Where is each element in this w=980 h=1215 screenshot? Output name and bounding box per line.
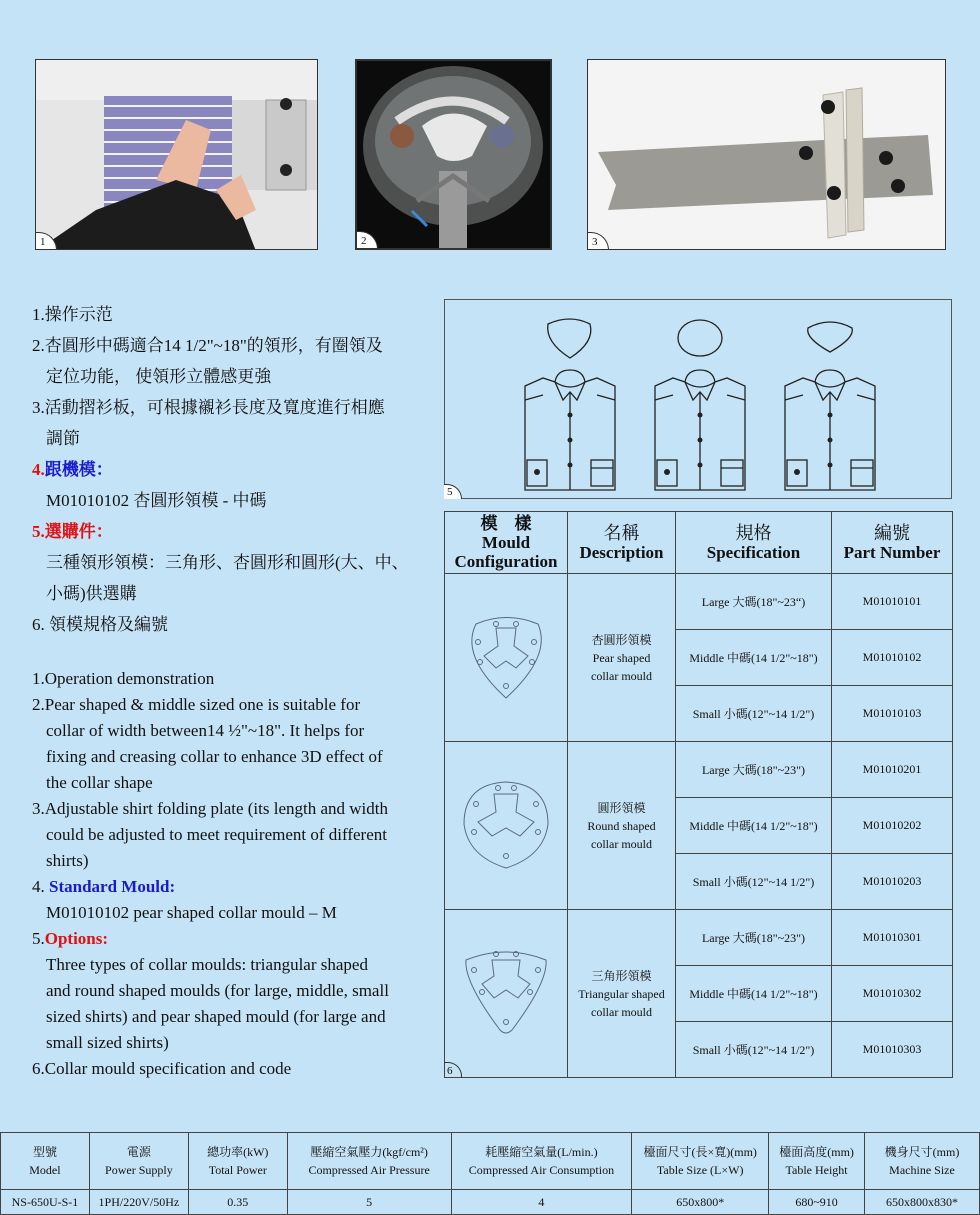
spec-cell: Small 小碼(12"~14 1/2") [676, 686, 832, 742]
cn-options-line-2: 小碼)供選購 [46, 584, 137, 603]
spec-cell: Middle 中碼(14 1/2"~18") [676, 798, 832, 854]
en-standard-mould-label: Standard Mould: [49, 877, 176, 896]
en-item-5-heading [32, 926, 389, 952]
en-item-6: 6.Collar mould specification and code [32, 1059, 292, 1078]
air-consumption-value: 4 [451, 1190, 632, 1215]
model-value: NS-650U-S-1 [1, 1190, 90, 1215]
round-mould-description: 圓形領模 Round shaped collar mould [568, 742, 676, 910]
cn-options-label: 選購件： [44, 522, 113, 541]
part-number-cell: M01010302 [832, 966, 953, 1022]
table-row [445, 742, 953, 798]
cn-item-3-line-2: 調節 [46, 429, 80, 448]
triangular-mould-description: 三角形領模 Triangular shaped collar mould [568, 910, 676, 1078]
header-total-power: 總功率(kW) Total Power [188, 1133, 287, 1190]
table-number: 6 [444, 1062, 462, 1078]
chinese-description [32, 299, 409, 640]
part-number-cell: M01010202 [832, 798, 953, 854]
round-mould-drawing [445, 742, 568, 910]
en-standard-mould-value: M01010102 pear shaped collar mould – M [46, 903, 337, 922]
en-item-2-line-4: the collar shape [46, 773, 153, 792]
part-number-cell: M01010102 [832, 630, 953, 686]
part-number-cell: M01010101 [832, 574, 953, 630]
air-pressure-value: 5 [287, 1190, 451, 1215]
collar-shapes-diagram [444, 299, 952, 499]
mould-spec-table [444, 511, 953, 1078]
part-number-cell: M01010201 [832, 742, 953, 798]
triangular-collar-icon [808, 322, 853, 352]
photo-collar-mould [355, 59, 552, 250]
photo-number: 2 [356, 231, 378, 249]
header-machine-size: 機身尺寸(mm) Machine Size [865, 1133, 980, 1190]
en-options-label: Options: [44, 929, 109, 948]
power-supply-value: 1PH/220V/50Hz [89, 1190, 188, 1215]
part-number-cell: M01010203 [832, 854, 953, 910]
spec-cell: Middle 中碼(14 1/2"~18") [676, 966, 832, 1022]
header-air-consumption: 耗壓縮空氣量(L/min.) Compressed Air Consumption [451, 1133, 632, 1190]
spec-cell: Large 大碼(18"~23") [676, 742, 832, 798]
cn-item-2-line-1: 2.杏圓形中碼適合14 1/2"~18"的領形，有圈領及 [32, 336, 383, 355]
cn-options-line-1: 三種領形領模：三角形、杏圓形和圓形(大、中、 [46, 553, 409, 572]
en-options-line-3: sized shirts) and pear shaped mould (for large and [46, 1007, 386, 1026]
spec-cell: Large 大碼(18"~23“) [676, 574, 832, 630]
spec-value-row [1, 1190, 980, 1215]
table-height-value: 680~910 [769, 1190, 865, 1215]
en-item-3-line-2: could be adjusted to meet requirement of different [46, 825, 387, 844]
cn-item-6: 6. 領模規格及編號 [32, 615, 168, 634]
part-number-cell: M01010303 [832, 1022, 953, 1078]
machine-spec-table [0, 1132, 980, 1215]
cn-item-4-number: 4. [32, 460, 45, 479]
pear-collar-icon [548, 319, 591, 358]
table-row [445, 910, 953, 966]
photo-number: 1 [35, 232, 57, 250]
en-options-line-2: and round shaped moulds (for large, middle, small [46, 981, 389, 1000]
pear-mould-drawing [445, 574, 568, 742]
en-item-3-line-1: 3.Adjustable shirt folding plate (its length and width [32, 799, 389, 818]
header-table-height: 檯面高度(mm) Table Height [769, 1133, 865, 1190]
english-description [32, 666, 389, 1082]
en-options-line-4: small sized shirts) [46, 1033, 169, 1052]
en-item-2-line-2: collar of width between14 ½"~18". It helps for [46, 721, 365, 740]
part-number-cell: M01010301 [832, 910, 953, 966]
triangular-mould-drawing [445, 910, 568, 1078]
total-power-value: 0.35 [188, 1190, 287, 1215]
photo-operation [35, 59, 318, 250]
panel-number: 5 [444, 484, 462, 499]
en-item-2-line-1: 2.Pear shaped & middle sized one is suitable for [32, 695, 361, 714]
pear-mould-description: 杏圓形領模 Pear shaped collar mould [568, 574, 676, 742]
header-specification: 規格 Specification [676, 512, 832, 574]
header-power-supply: 電源 Power Supply [89, 1133, 188, 1190]
cn-item-3-line-1: 3.活動摺衫板，可根據襯衫長度及寬度進行相應 [32, 398, 385, 417]
header-part-number: 編號 Part Number [832, 512, 953, 574]
table-row [445, 574, 953, 630]
spec-cell: Large 大碼(18"~23") [676, 910, 832, 966]
part-number-cell: M01010103 [832, 686, 953, 742]
cn-item-5-number: 5. [32, 522, 45, 541]
header-description: 名稱 Description [568, 512, 676, 574]
spec-cell: Small 小碼(12"~14 1/2") [676, 1022, 832, 1078]
photo-folding-plate [587, 59, 946, 250]
cn-standard-mould-value: M01010102 杏圓形領模 - 中碼 [46, 491, 267, 510]
en-item-4-heading [32, 874, 389, 900]
en-item-3-line-3: shirts) [46, 851, 89, 870]
spec-cell: Middle 中碼(14 1/2"~18") [676, 630, 832, 686]
en-item-4-number: 4. [32, 877, 49, 896]
cn-item-2-line-2: 定位功能， 使領形立體感更強 [46, 367, 272, 386]
machine-size-value: 650x800x830* [865, 1190, 980, 1215]
cn-item-1: 1.操作示范 [32, 305, 113, 324]
en-item-1: 1.Operation demonstration [32, 669, 215, 688]
en-item-2-line-3: fixing and creasing collar to enhance 3D effect of [46, 747, 383, 766]
photo-number: 3 [587, 232, 609, 250]
cn-item-5-heading [32, 516, 409, 547]
cn-standard-mould-label: 跟機模： [44, 460, 113, 479]
round-collar-icon [678, 320, 722, 356]
header-configuration: 模 樣 Mould Configuration [445, 512, 568, 574]
en-options-line-1: Three types of collar moulds: triangular shaped [46, 955, 368, 974]
en-item-5-number: 5. [32, 929, 45, 948]
cn-item-4-heading [32, 454, 409, 485]
spec-header-row [1, 1133, 980, 1190]
header-model: 型號 Model [1, 1133, 90, 1190]
table-size-value: 650x800* [632, 1190, 769, 1215]
spec-cell: Small 小碼(12"~14 1/2") [676, 854, 832, 910]
header-table-size: 檯面尺寸(長×寬)(mm) Table Size (L×W) [632, 1133, 769, 1190]
header-air-pressure: 壓縮空氣壓力(kgf/cm²) Compressed Air Pressure [287, 1133, 451, 1190]
